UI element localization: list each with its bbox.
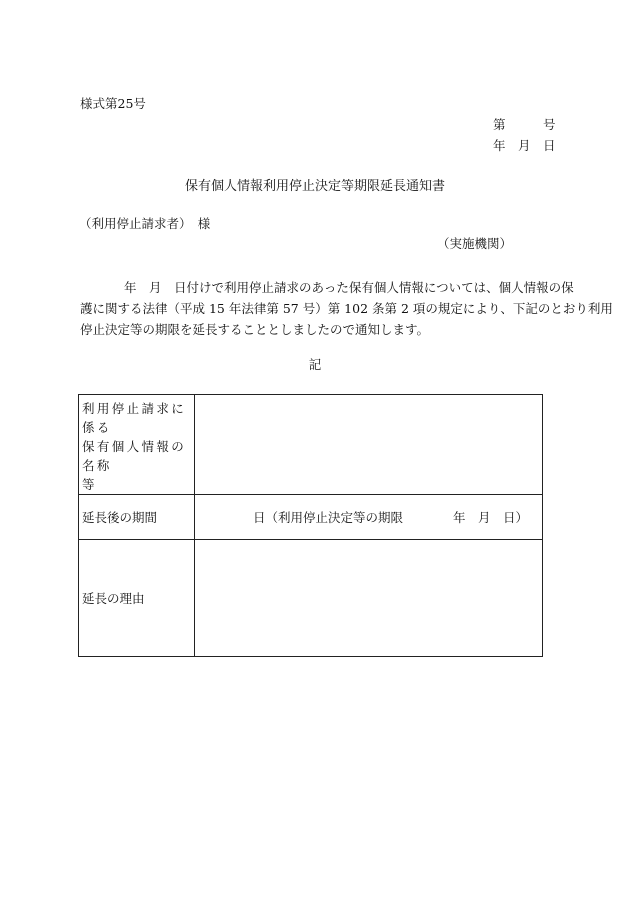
agency-line: （実施機関）: [437, 236, 513, 251]
table-row: [79, 540, 543, 657]
notice-body: [80, 277, 613, 340]
info-name-label-line-2: 保有個人情報の名称: [82, 439, 187, 473]
body-line-3: 停止決定等の期限を延長することとしましたので通知します。: [80, 322, 430, 337]
info-name-label-line-3: 等: [82, 477, 95, 492]
extended-period-value[interactable]: 日（利用停止決定等の期限 年 月 日）: [195, 495, 543, 540]
document-title: 保有個人情報利用停止決定等期限延長通知書: [184, 179, 445, 194]
extension-reason-value[interactable]: [195, 540, 543, 657]
ki-heading: 記: [308, 357, 322, 372]
issue-date: 年 月 日: [493, 138, 556, 153]
extension-reason-label: 延長の理由: [79, 540, 195, 657]
info-name-label: [79, 395, 195, 495]
recipient-line: （利用停止請求者） 様: [79, 216, 211, 231]
table-row: [79, 395, 543, 495]
details-table: [78, 394, 543, 657]
extended-period-label: 延長後の期間: [79, 495, 195, 540]
body-line-1: 年 月 日付けで利用停止請求のあった保有個人情報については、個人情報の保: [124, 280, 574, 295]
body-line-2: 護に関する法律（平成 15 年法律第 57 号）第 102 条第 2 項の規定により、下記のとおり利用: [80, 301, 613, 316]
table-row: [79, 495, 543, 540]
info-name-value[interactable]: [195, 395, 543, 495]
form-number: 様式第25号: [80, 96, 146, 111]
document-number: 第 号: [493, 117, 556, 132]
info-name-label-line-1: 利用停止請求に係る: [82, 401, 187, 435]
